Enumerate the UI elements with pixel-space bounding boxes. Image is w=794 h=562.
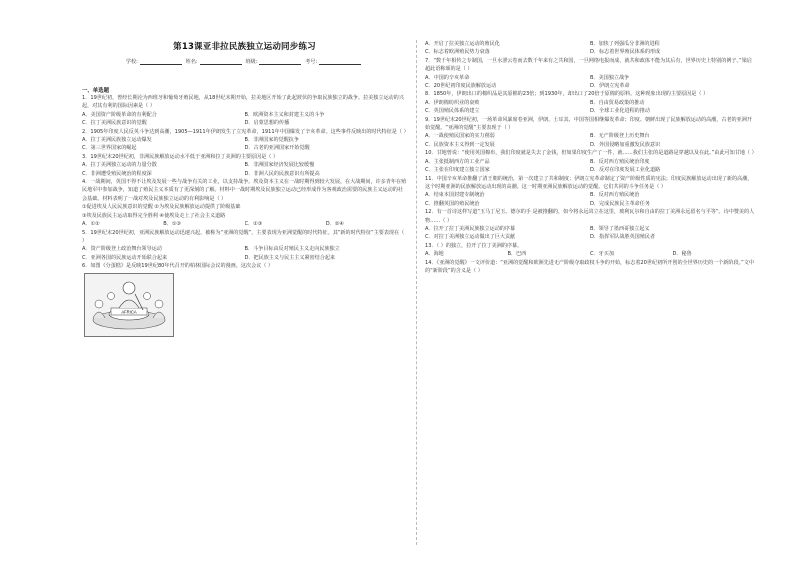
question-2-options: [82, 136, 407, 153]
student-info-line: [82, 58, 407, 65]
question-3-options: [82, 161, 407, 178]
option: B．反对西方殖民统治印度: [590, 158, 650, 165]
option: A．结束本国封建专制统治: [425, 192, 485, 199]
option: A．中国的辛亥革命: [425, 74, 470, 81]
question-13-options: [425, 250, 755, 258]
option: A．美国资产阶级革命的有利配合: [82, 111, 157, 118]
question-8: 8．1850年，伊朗出口的棉织品是其原棉的23倍；到1930年，却出口了20倍于原棉的原料。这种现象出现的主要原因是（ ）: [425, 91, 709, 98]
option: A．伊朗棉纺织业的衰败: [425, 99, 480, 106]
cartoon-cake-label: AFRICA: [121, 309, 137, 315]
option: B．①③: [163, 221, 181, 228]
question-7: 7．“数千年相传之专制国，一旦水泄云卷而去数千年来有之共和国，一旦网络电报而成，就共和政体不能为其后有，世界历史上特别的例子。”梁启超此语称颂的是（ ）: [425, 57, 752, 73]
question-1-options: [82, 111, 407, 128]
exam-number-label: 考号:: [305, 59, 318, 65]
question-10: 10．甘地曾说：“使用英国棉布，我们印度就是失去了金钱，但如果印度生产了一件，就……我们主张的是道路是穿越以及在此。”由此可知甘地（ ）: [425, 150, 757, 157]
option: C．非洲遭受殖民统治的程度深: [82, 170, 152, 177]
exam-number-blank: [319, 59, 361, 65]
worksheet-title: 第13课亚非拉民族独立运动同步练习: [173, 42, 316, 52]
right-column: [425, 40, 755, 275]
class-blank: [259, 59, 301, 65]
option: C．英国殖民体系的建立: [425, 108, 480, 115]
question-8-options: [425, 99, 755, 116]
question-1: 1．19世纪初，曾经长期沦为西班牙和葡萄牙殖民地，从18世纪末期开始，拉美地区开始了此起彼伏的争取民族独立的战争。拉美独立运动的兴起，对其有利的国际因素是（ ）: [82, 95, 404, 110]
question-12-options: [425, 225, 755, 242]
option: D．古老的亚洲国家开始觉醒: [244, 145, 310, 152]
option: B．斗争目标由反对殖民主义走向民族独立: [244, 246, 340, 253]
option: A．一战使殖民国家的实力削弱: [425, 133, 495, 140]
option: B．非洲国家的觉醒抗争: [244, 137, 299, 144]
option: C．第三世界国家的崛起: [82, 145, 137, 152]
question-3: 3．19世纪末20世纪初，非洲民族解放运动水平低于亚洲和拉丁美洲的主要原因是（ ）: [82, 153, 279, 160]
question-2: 2．1905年印度人民反英斗争达到高潮，1905—1911年伊朗发生了立宪革命，1911年中国爆发了辛亥革命。这些事件反映出的时代特征是（ ）: [82, 128, 409, 135]
option: B．美国独立战争: [590, 74, 630, 81]
option: D．②④: [325, 221, 344, 228]
school-label: 学校:: [125, 59, 138, 65]
cartoon-illustration: [84, 273, 174, 337]
option: B．加快了列强瓜分非洲的进程: [590, 41, 660, 47]
option: B．无产阶级登上历史舞台: [590, 133, 650, 140]
option: C．牙买加: [590, 251, 614, 258]
left-column: [82, 86, 407, 337]
question-4-options: [82, 220, 407, 228]
option: A．拉丁美洲民族独立运动爆发: [82, 137, 152, 144]
option: C．标志着欧洲殖民势力衰落: [425, 49, 490, 56]
option: D．秘鲁: [672, 251, 692, 258]
section-heading: 一、单选题: [82, 88, 109, 94]
option: B．非洲国家经济发展比较缓慢: [244, 162, 315, 169]
option: C．民族资本主义得到一定发展: [425, 141, 495, 148]
column-divider: [416, 40, 417, 545]
option: A．拉开了拉丁美洲民族独立运动的序幕: [425, 225, 516, 232]
option: B．自由贸易政策的推动: [590, 99, 645, 106]
option: D．指挥军队战胜英国殖民者: [590, 234, 656, 241]
question-9-options: [425, 132, 755, 149]
question-6-options: [425, 40, 755, 57]
question-4: 4．一战期间，英国不得不让埃及发展一些与战争有关的工业，以支持战争。埃及资本主义在一战时期得到较大发展。在大战期间，许多青年在殖民地军中参加战争，知道了殖民主义本质有了更深刻的了解。材料中一战时期埃及民族独立运动已经形成作为客观政治需要的民族主义运动的社会基础。材料表明了一战对埃及民族独立运动的有利影响是（ ）: [82, 179, 407, 202]
question-6: 6．如图《分蛋糕》是反映19世纪80年代召开的柏林国际会议的漫画。这次会议（ ）: [82, 263, 274, 270]
option: B．领导了墨西哥独立起义: [590, 225, 650, 232]
question-4-statement: ①促进埃及人民民族意识的觉醒 ②为埃及民族解放运动提供了阶级基础: [82, 204, 241, 211]
question-5-options: [82, 245, 407, 262]
question-4-statement: ③埃及民族民主运动取得完全胜利 ④使埃及走上了社会主义道路: [82, 212, 226, 219]
option: C．②③: [244, 221, 263, 228]
question-10-options: [425, 158, 755, 175]
option: B．反对西方殖民统治: [590, 192, 640, 199]
cartoon-drawing: [85, 274, 173, 336]
option: D．把民族主义与民主主义紧密结合起来: [244, 254, 336, 261]
name-label: 姓名:: [185, 59, 198, 65]
class-label: 班级:: [245, 59, 258, 65]
option: C．推翻英国的殖民统治: [425, 200, 480, 207]
option: A．①②: [82, 221, 100, 228]
question-11: 11．中国辛亥革命推翻了清王朝的统治，第一次建立了共和制度；伊朗立宪革命制定了资产阶级性质的宪法；印度民族解放运动出现了新的高潮，这个时期亚洲的民族解放运动出现的高潮。这一时期亚洲民族解放运动的觉醒。它们共同的斗争任务是（ ）: [425, 175, 753, 190]
option: C．亚洲各国的民族运动开始联合起来: [82, 254, 168, 261]
option: C．主张在印度建立独立国家: [425, 167, 490, 174]
option: D．全球工业化进程的推动: [590, 108, 650, 115]
school-blank: [140, 59, 182, 65]
question-11-options: [425, 191, 755, 208]
option: D．非洲人民的民族意识有所提高: [244, 170, 320, 177]
option: C．拉丁美洲民族意识的觉醒: [82, 120, 147, 127]
question-7-options: [425, 74, 755, 91]
question-5: 5．19世纪末20世纪初，亚洲民族解放运动迅速兴起，被称为“亚洲的觉醒”，主要表现为亚洲觉醒的时代特征。其“新的时代特征”主要表现在（ ）: [82, 229, 405, 244]
option: D．伊朗立宪革命: [590, 83, 630, 90]
option: C．20世纪初印度民族解放运动: [425, 83, 497, 90]
option: D．外国侵略加重激发民族意识: [590, 141, 661, 148]
question-9: 9．19世纪末20世纪初，一场革命风暴席卷亚洲，伊朗、土耳其、中国等国相继爆发革命；印度、朝鲜出现了民族解放运动的高潮，古老的亚洲开始觉醒。“亚洲的觉醒”主要表现于（ ）: [425, 116, 752, 132]
option: A．开启了拉美独立运动的殖民化: [425, 41, 500, 47]
question-14: 14．《亚洲的觉醒》一文评价道：“亚洲的觉醒和欧洲先进无产阶级夺取政权斗争的开始，标志着20世纪初所开创的全世界历史的一个新阶段。”文中的“新阶段”的含义是（ ）: [425, 259, 754, 274]
option: A．海地: [425, 251, 444, 258]
option: A．主张抵制西方的工业产品: [425, 158, 490, 165]
option: D．标志着世界殖民体系的形成: [590, 49, 661, 56]
option: B．巴西: [507, 251, 527, 258]
option: A．拉丁美洲独立运动的力量分散: [82, 162, 157, 169]
option: A．资产阶级登上政治舞台领导运动: [82, 246, 162, 253]
question-13: 13．（ ）的独立，拉开了拉丁美洲的序幕。: [425, 242, 523, 249]
option: D．反对在印度发展工业化道路: [590, 167, 661, 174]
option: B．欧洲资本主义和封建主义的斗争: [244, 111, 325, 118]
option: D．完成民族民主革命任务: [590, 200, 650, 207]
question-12: 12．有一首诗这样写道“玉马丁尼玉、德尔的手 是被推翻的，如今将永远耸立在这里，玻利瓦尔和自由的拉丁美洲永远留名与平等”。诗中赞美的人物……（ ）: [425, 209, 755, 224]
option: C．对拉丁美洲独立运动做出了巨大贡献: [425, 234, 516, 241]
option: D．启蒙思想的传播: [244, 120, 290, 127]
name-blank: [200, 59, 242, 65]
